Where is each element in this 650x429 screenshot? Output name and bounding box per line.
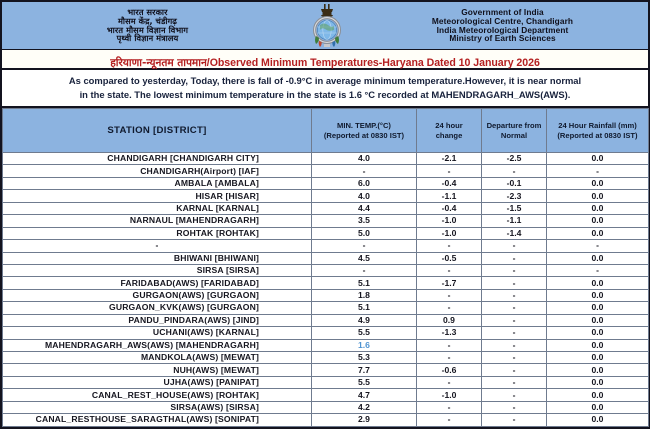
table-row — [3, 314, 649, 326]
cell-24-hour-rainfall: 0.0 — [547, 364, 649, 376]
page-title-hindi: हरियाणा-न्यूनतम तापमान — [110, 57, 207, 69]
cell-station: FARIDABAD(AWS) [FARIDABAD] — [3, 277, 312, 289]
cell-station: CHANDIGARH [CHANDIGARH CITY] — [3, 153, 312, 165]
cell-departure-from-normal: - — [482, 252, 547, 264]
masthead-hindi-block — [2, 8, 301, 43]
cell-station: AMBALA [AMBALA] — [3, 177, 312, 189]
page-title-english: /Observed Minimum Temperatures-Haryana Dated 10 January 2026 — [206, 57, 540, 69]
masthead-hindi-line-2: मौसम केंद्र, चंडीगढ़ — [117, 15, 177, 26]
cell-24-hour-rainfall: 0.0 — [547, 190, 649, 202]
column-header-24-hour-change — [417, 109, 482, 153]
cell-departure-from-normal: - — [482, 414, 547, 426]
table-row — [3, 352, 649, 364]
cell-departure-from-normal: - — [482, 277, 547, 289]
table-row — [3, 227, 649, 239]
table-row — [3, 289, 649, 301]
cell-min-temp: 3.5 — [312, 215, 417, 227]
cell-24-hour-rainfall: 0.0 — [547, 177, 649, 189]
cell-24-hour-change: -1.3 — [417, 327, 482, 339]
cell-24-hour-rainfall: 0.0 — [547, 401, 649, 413]
cell-24-hour-rainfall: 0.0 — [547, 352, 649, 364]
report-title-band — [0, 50, 650, 70]
cell-station: PANDU_PINDARA(AWS) [JIND] — [3, 314, 312, 326]
cell-24-hour-rainfall: 0.0 — [547, 215, 649, 227]
cell-min-temp: 4.0 — [312, 190, 417, 202]
cell-departure-from-normal: -0.1 — [482, 177, 547, 189]
table-row — [3, 376, 649, 388]
cell-24-hour-change: - — [417, 401, 482, 413]
cell-min-temp: - — [312, 264, 417, 276]
temperature-table-container — [0, 108, 650, 429]
cell-min-temp: 5.5 — [312, 327, 417, 339]
cell-station: UJHA(AWS) [PANIPAT] — [3, 376, 312, 388]
cell-station: SIRSA [SIRSA] — [3, 264, 312, 276]
table-header — [3, 109, 649, 153]
table-row — [3, 389, 649, 401]
masthead-english-line-1: Government of India — [461, 6, 544, 17]
cell-24-hour-rainfall: 0.0 — [547, 314, 649, 326]
cell-min-temp: 7.7 — [312, 364, 417, 376]
cell-24-hour-rainfall: 0.0 — [547, 302, 649, 314]
cell-station: HISAR [HISAR] — [3, 190, 312, 202]
cell-station: GURGAON_KVK(AWS) [GURGAON] — [3, 302, 312, 314]
cell-departure-from-normal: - — [482, 352, 547, 364]
cell-24-hour-change: - — [417, 376, 482, 388]
table-body — [3, 153, 649, 427]
cell-station: NARNAUL [MAHENDRAGARH] — [3, 215, 312, 227]
cell-24-hour-change: -1.1 — [417, 190, 482, 202]
cell-departure-from-normal: -1.4 — [482, 227, 547, 239]
cell-min-temp: 6.0 — [312, 177, 417, 189]
cell-departure-from-normal: - — [482, 327, 547, 339]
cell-departure-from-normal: - — [482, 376, 547, 388]
column-header-min-temp — [312, 109, 417, 153]
table-row — [3, 215, 649, 227]
cell-departure-from-normal: - — [482, 165, 547, 177]
cell-departure-from-normal: - — [482, 289, 547, 301]
masthead-hindi-line-3: भारत मौसम विज्ञान विभाग — [106, 24, 189, 35]
summary-paragraph — [0, 70, 650, 108]
cell-departure-from-normal: - — [482, 240, 547, 252]
column-header-change-line2: change — [435, 130, 463, 140]
emblem-container — [301, 2, 353, 49]
masthead — [0, 0, 650, 50]
cell-station: MANDKOLA(AWS) [MEWAT] — [3, 352, 312, 364]
cell-min-temp: 5.5 — [312, 376, 417, 388]
page-title — [110, 57, 540, 69]
cell-24-hour-rainfall: 0.0 — [547, 414, 649, 426]
cell-station: GURGAON(AWS) [GURGAON] — [3, 289, 312, 301]
cell-station: CANAL_RESTHOUSE_SARAGTHAL(AWS) [SONIPAT] — [3, 414, 312, 426]
cell-24-hour-rainfall: - — [547, 165, 649, 177]
cell-24-hour-rainfall: 0.0 — [547, 339, 649, 351]
cell-24-hour-change: - — [417, 289, 482, 301]
cell-station: BHIWANI [BHIWANI] — [3, 252, 312, 264]
cell-min-temp: - — [312, 165, 417, 177]
cell-min-temp: 4.5 — [312, 252, 417, 264]
table-row — [3, 165, 649, 177]
table-row — [3, 327, 649, 339]
cell-24-hour-rainfall: 0.0 — [547, 389, 649, 401]
column-header-min-temp-line2: (Reported at 0830 IST) — [323, 130, 405, 140]
cell-departure-from-normal: - — [482, 302, 547, 314]
table-row — [3, 240, 649, 252]
column-header-change-line1: 24 hour — [435, 120, 463, 130]
masthead-hindi-line-4: पृथ्वी विज्ञान मंत्रालय — [116, 33, 179, 44]
table-row — [3, 339, 649, 351]
column-header-station: STATION [DISTRICT] — [3, 109, 312, 153]
cell-min-temp: 5.1 — [312, 277, 417, 289]
table-row — [3, 302, 649, 314]
column-header-rainfall-line2: (Reported at 0830 IST) — [557, 130, 638, 140]
table-row — [3, 264, 649, 276]
cell-24-hour-rainfall: 0.0 — [547, 376, 649, 388]
masthead-english-block — [353, 8, 648, 44]
cell-station: ROHTAK [ROHTAK] — [3, 227, 312, 239]
cell-24-hour-change: - — [417, 339, 482, 351]
masthead-english-line-2: Meteorological Centre, Chandigarh — [431, 15, 574, 26]
masthead-english-line-3: India Meteorological Department — [436, 24, 569, 35]
cell-station: CHANDIGARH(Airport) [IAF] — [3, 165, 312, 177]
table-row — [3, 364, 649, 376]
cell-24-hour-rainfall: 0.0 — [547, 327, 649, 339]
cell-station: - — [3, 240, 312, 252]
table-row — [3, 277, 649, 289]
cell-min-temp: 5.0 — [312, 227, 417, 239]
cell-24-hour-change: -0.5 — [417, 252, 482, 264]
cell-24-hour-change: - — [417, 302, 482, 314]
cell-station: NUH(AWS) [MEWAT] — [3, 364, 312, 376]
cell-24-hour-change: - — [417, 165, 482, 177]
cell-24-hour-change: -0.4 — [417, 177, 482, 189]
cell-24-hour-change: - — [417, 240, 482, 252]
column-header-rainfall-line1: 24 Hour Rainfall (mm) — [558, 120, 637, 130]
cell-departure-from-normal: -1.1 — [482, 215, 547, 227]
cell-min-temp: 1.8 — [312, 289, 417, 301]
table-row — [3, 252, 649, 264]
cell-24-hour-change: - — [417, 264, 482, 276]
cell-station: MAHENDRAGARH_AWS(AWS) [MAHENDRAGARH] — [3, 339, 312, 351]
column-header-departure-from-normal — [482, 109, 547, 153]
table-row — [3, 153, 649, 165]
cell-24-hour-rainfall: - — [547, 264, 649, 276]
cell-min-temp: 5.3 — [312, 352, 417, 364]
cell-24-hour-change: - — [417, 352, 482, 364]
summary-line-2: in the state. The lowest minimum temperature in the state is 1.6 °C recorded at MAHENDRAGARH_AWS(AWS). — [79, 88, 571, 100]
cell-station: UCHANI(AWS) [KARNAL] — [3, 327, 312, 339]
cell-24-hour-change: 0.9 — [417, 314, 482, 326]
cell-departure-from-normal: - — [482, 401, 547, 413]
cell-24-hour-change: -1.7 — [417, 277, 482, 289]
cell-min-temp: 4.9 — [312, 314, 417, 326]
table-header-row — [3, 109, 649, 153]
cell-station: SIRSA(AWS) [SIRSA] — [3, 401, 312, 413]
cell-24-hour-rainfall: 0.0 — [547, 202, 649, 214]
table-row — [3, 202, 649, 214]
cell-min-temp: - — [312, 240, 417, 252]
masthead-english-line-4: Ministry of Earth Sciences — [449, 33, 556, 44]
cell-24-hour-change: -0.4 — [417, 202, 482, 214]
cell-24-hour-rainfall: - — [547, 240, 649, 252]
cell-min-temp: 4.0 — [312, 153, 417, 165]
india-meteorological-department-logo-icon — [307, 3, 347, 49]
cell-24-hour-change: -1.0 — [417, 215, 482, 227]
cell-24-hour-rainfall: 0.0 — [547, 227, 649, 239]
cell-departure-from-normal: - — [482, 314, 547, 326]
cell-departure-from-normal: - — [482, 339, 547, 351]
cell-departure-from-normal: -1.5 — [482, 202, 547, 214]
cell-24-hour-rainfall: 0.0 — [547, 277, 649, 289]
cell-24-hour-change: -2.1 — [417, 153, 482, 165]
cell-departure-from-normal: -2.5 — [482, 153, 547, 165]
column-header-min-temp-line1: MIN. TEMP.(°C) — [337, 120, 391, 130]
cell-departure-from-normal: - — [482, 389, 547, 401]
cell-min-temp: 4.4 — [312, 202, 417, 214]
cell-departure-from-normal: - — [482, 264, 547, 276]
cell-24-hour-change: - — [417, 414, 482, 426]
temperature-table — [2, 108, 649, 427]
column-header-24-hour-rainfall — [547, 109, 649, 153]
cell-24-hour-change: -0.6 — [417, 364, 482, 376]
summary-line-1: As compared to yesterday, Today, there is fall of -0.9°C in average minimum temperature.However, it is near normal — [68, 75, 582, 86]
cell-min-temp: 5.1 — [312, 302, 417, 314]
table-row — [3, 414, 649, 426]
cell-24-hour-rainfall: 0.0 — [547, 153, 649, 165]
cell-departure-from-normal: - — [482, 364, 547, 376]
cell-station: KARNAL [KARNAL] — [3, 202, 312, 214]
table-row — [3, 177, 649, 189]
cell-departure-from-normal: -2.3 — [482, 190, 547, 202]
column-header-departure-line2: Normal — [500, 130, 528, 140]
table-row — [3, 190, 649, 202]
cell-24-hour-rainfall: 0.0 — [547, 289, 649, 301]
column-header-departure-line1: Departure from — [486, 120, 542, 130]
cell-24-hour-change: -1.0 — [417, 227, 482, 239]
cell-min-temp: 4.2 — [312, 401, 417, 413]
masthead-hindi-line-1: भारत सरकार — [127, 6, 168, 17]
cell-min-temp: 1.6 — [312, 339, 417, 351]
cell-24-hour-change: -1.0 — [417, 389, 482, 401]
cell-station: CANAL_REST_HOUSE(AWS) [ROHTAK] — [3, 389, 312, 401]
cell-min-temp: 2.9 — [312, 414, 417, 426]
table-row — [3, 401, 649, 413]
cell-24-hour-rainfall: 0.0 — [547, 252, 649, 264]
cell-min-temp: 4.7 — [312, 389, 417, 401]
